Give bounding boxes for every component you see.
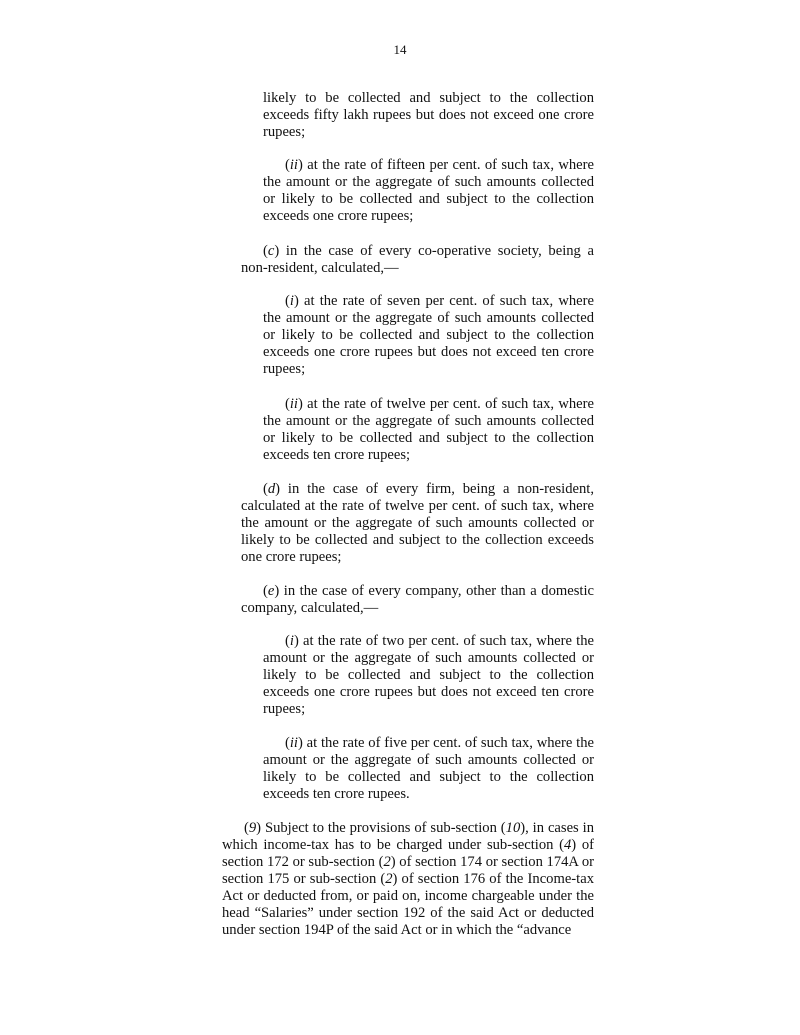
section-ref: 10 [505,820,521,836]
section-ref: 2 [385,871,393,887]
clause-marker: i [289,633,294,649]
sub-section-9: (9) Subject to the provisions of sub-section (10), in cases in which income-tax has to be charged under sub-section (4) of section 172 or sub-section (2) of section 174 or section 174A or section 175 or sub-section (2) of section 176 of the Income-tax Act or deducted from, or paid on, income chargeable under the head “Salaries” under section 192 of the said Act or deducted under section 194P of the said Act or in which the “advance [222,820,595,938]
section-ref: 4 [563,837,572,853]
clause-ii-fifteen-percent: (ii) at the rate of fifteen per cent. of such tax, where the amount or the aggregate of such amounts collected or likely to be collected and subject to the collection exceeds one crore rupees; [263,157,594,224]
section-text: Subject to the provisions of sub-section ( [261,820,506,836]
clause-ii-five-percent: (ii) at the rate of five per cent. of such tax, where the amount or the aggregate of such amounts collected or likely to be collected and subject to the collection exceeds ten crore rupees. [263,735,594,802]
section-text: ) of section 174 or section 174A or section 175 or sub-section ( [222,854,595,887]
clause-text: in the case of every co-operative society, being a non-resident, calculated,— [241,243,594,276]
page-number: 14 [393,42,407,57]
section-text: ), in cases in which income-tax has to be charged under sub-section ( [222,820,594,853]
section-ref: 2 [383,854,391,870]
clause-text: in the case of every firm, being a non-resident, calculated at the rate of twelve per cent. of such tax, where the amount or the aggregate of such amounts collected or likely to be collected and subject to the collection exceeds one crore rupees; [241,481,594,565]
section-text: ) of section 176 of the Income-tax Act or deducted from, or paid on, income chargeable under the head “Salaries” under section 192 of the said Act or deducted under section 194P of the said Act or in which the “advance [222,871,594,938]
clause-marker: ii [289,157,298,173]
clause-i-two-percent: (i) at the rate of two per cent. of such tax, where the amount or the aggregate of such amounts collected or likely to be collected and subject to the collection exceeds one crore rupees but does not exceed ten crore rupees; [263,633,594,717]
sub-section-marker: 9 [248,820,257,836]
clause-ii-twelve-percent: (ii) at the rate of twelve per cent. of such tax, where the amount or the aggregate of such amounts collected or likely to be collected and subject to the collection exceeds ten crore rupees; [263,396,594,463]
clause-marker: i [289,293,294,309]
clause-text: at the rate of twelve per cent. of such tax, where the amount or the aggregate of such amounts collected or likely to be collected and subject to the collection exceeds ten crore rupees; [263,396,594,463]
clause-marker: e [267,583,275,599]
clause-e-company: (e) in the case of every company, other than a domestic company, calculated,— [241,583,594,616]
clause-text: in the case of every company, other than a domestic company, calculated,— [241,583,594,616]
paragraph-continuation [263,90,594,141]
clause-marker: c [267,243,275,259]
clause-text: at the rate of five per cent. of such tax, where the amount or the aggregate of such amounts collected or likely to be collected and subject to the collection exceeds ten crore rupees. [263,735,594,802]
clause-text: at the rate of two per cent. of such tax, where the amount or the aggregate of such amounts collected or likely to be collected and subject to the collection exceeds one crore rupees but does not exceed ten crore rupees; [263,633,594,717]
clause-c-cooperative-society: (c) in the case of every co-operative society, being a non-resident, calculated,— [241,243,594,276]
section-text: ) of section 172 or sub-section ( [222,837,594,870]
clause-text: at the rate of seven per cent. of such tax, where the amount or the aggregate of such amounts collected or likely to be collected and subject to the collection exceeds one crore rupees but does not exceed ten crore rupees; [263,293,594,377]
clause-i-seven-percent: (i) at the rate of seven per cent. of such tax, where the amount or the aggregate of such amounts collected or likely to be collected and subject to the collection exceeds one crore rupees but does not exceed ten crore rupees; [263,293,594,377]
clause-text: at the rate of fifteen per cent. of such tax, where the amount or the aggregate of such amounts collected or likely to be collected and subject to the collection exceeds one crore rupees; [263,157,594,224]
clause-marker: ii [289,396,298,412]
paragraph-text: likely to be collected and subject to the collection exceeds fifty lakh rupees but does not exceed one crore rupees; [263,90,594,140]
clause-marker: ii [289,735,298,751]
clause-marker: d [267,481,276,497]
clause-d-firm: (d) in the case of every firm, being a non-resident, calculated at the rate of twelve per cent. of such tax, where the amount or the aggregate of such amounts collected or likely to be collected and subject to the collection exceeds one crore rupees; [241,481,594,565]
